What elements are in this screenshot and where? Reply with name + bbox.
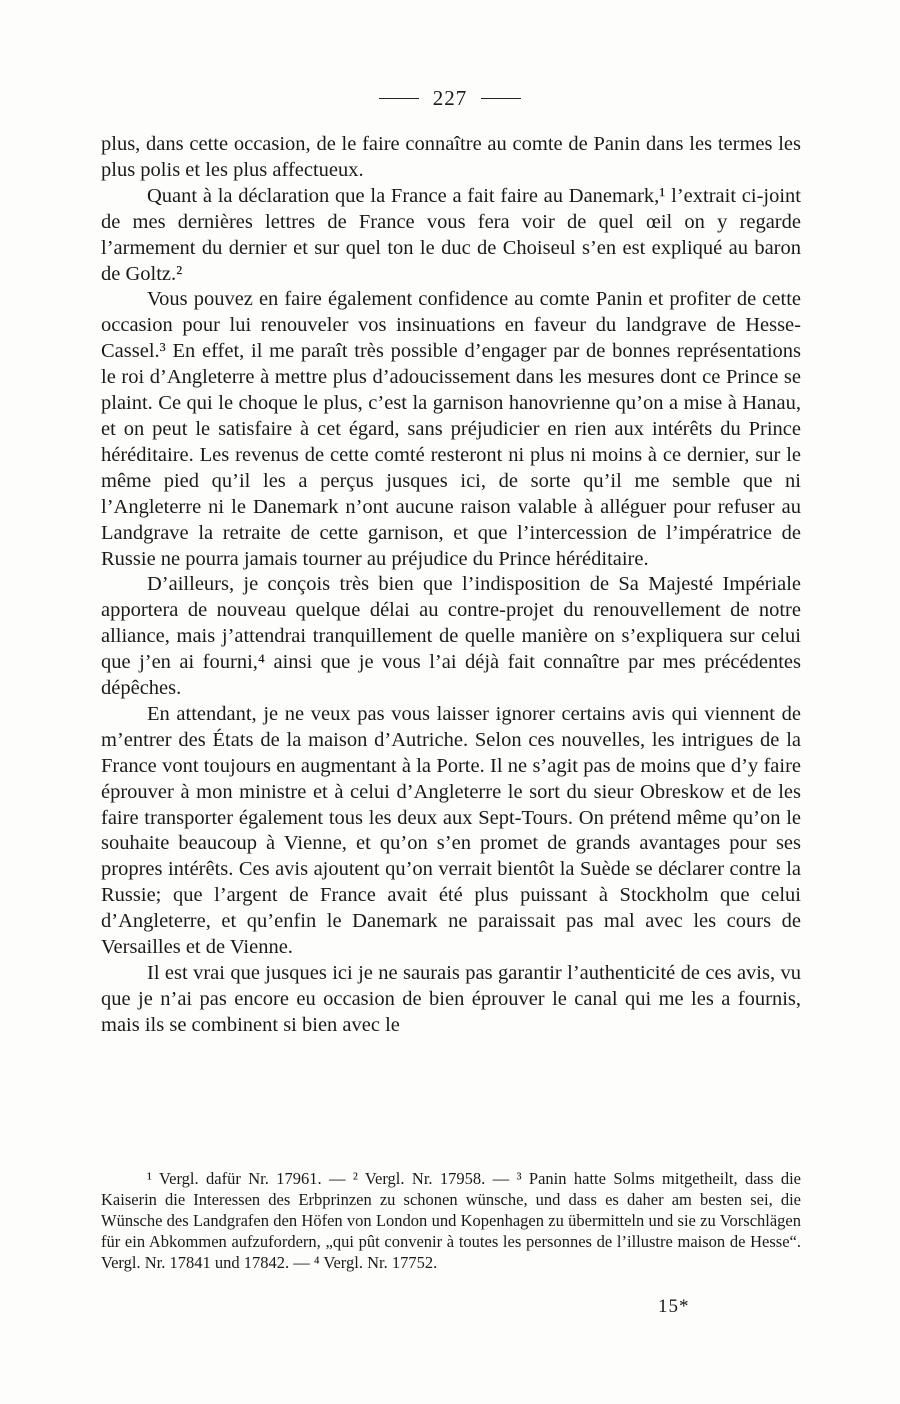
signature-mark: 15* xyxy=(658,1296,690,1317)
paragraph: D’ailleurs, je conçois très bien que l’indisposition de Sa Majesté Impériale apportera de nouveau quelque délai au contre-projet du renouvellement de notre alliance, mais j’attendrai tranquillement de quelle manière on s’expliquera sur celui que j’en ai fourni,⁴ ainsi que je vous l’ai déjà fait connaître par mes précédentes dépêches. xyxy=(101,573,801,700)
header-rule-right xyxy=(481,98,521,99)
page-number: 227 xyxy=(432,86,468,110)
footnote-text: ¹ Vergl. dafür Nr. 17961. — ² Vergl. Nr. 17958. — ³ Panin hatte Solms mitgetheilt, dass die Kaiserin die Interessen des Erbprinzen zu schonen wünsche, und dass es daher am besten sei, die Wünsche des Landgrafen den Höfen von London und Kopenhagen zu übermitteln und sie zu Vorschlägen für ein Abkommen aufzufordern, „qui pût convenir à toutes les personnes de l’illustre maison de Hesse“. Vergl. Nr. 17841 und 17842. — ⁴ Vergl. Nr. 17752. xyxy=(101,1169,801,1272)
body-text xyxy=(101,132,801,1039)
page-header xyxy=(0,86,900,111)
paragraph: Vous pouvez en faire également confidence au comte Panin et profiter de cette occasion pour lui renouveler vos insinuations en faveur du landgrave de Hesse-Cassel.³ En effet, il me paraît très possible d’engager par de bonnes représentations le roi d’Angleterre à mettre plus d’adoucissement dans les mesures dont ce Prince se plaint. Ce qui le choque le plus, c’est la garnison hanovrienne qu’on a mise à Hanau, et on peut le satisfaire à cet égard, sans préjudicier en rien aux intérêts du Prince héréditaire. Les revenus de cette comté resteront ni plus ni moins à ce dernier, sur le même pied qu’il les a perçus jusques ici, de sorte qu’il me semble que ni l’Angleterre ni le Danemark n’ont aucune raison valable à alléguer pour refuser au Landgrave la retraite de cette garnison, et que l’intercession de l’impératrice de Russie ne pourra jamais tourner au préjudice du Prince héréditaire. xyxy=(101,288,801,570)
paragraph-continued: plus, dans cette occasion, de le faire connaître au comte de Panin dans les termes les plus polis et les plus affectueux. xyxy=(101,133,801,181)
header-rule-left xyxy=(379,98,419,99)
footnotes xyxy=(101,1168,801,1273)
paragraph: En attendant, je ne veux pas vous laisser ignorer certains avis qui viennent de m’entrer des États de la maison d’Autriche. Selon ces nouvelles, les intrigues de la France vont toujours en augmentant à la Porte. Il ne s’agit pas de moins que d’y faire éprouver à mon ministre et à celui d’Angleterre le sort du sieur Obreskow et de les faire transporter également tous les deux aux Sept-Tours. On prétend même qu’on le souhaite beaucoup à Vienne, et qu’on s’en promet de grands avantages pour ses propres intérêts. Ces avis ajoutent qu’on verrait bientôt la Suède se déclarer contre la Russie; que l’argent de France avait été plus puissant à Stockholm que celui d’Angleterre, et qu’enfin le Danemark ne paraissait pas mal avec les cours de Versailles et de Vienne. xyxy=(101,702,801,959)
paragraph: Il est vrai que jusques ici je ne saurais pas garantir l’authenticité de ces avis, vu que je n’ai pas encore eu occasion de bien éprouver le canal qui me les a fournis, mais ils se combinent si bien avec le xyxy=(101,962,801,1036)
paragraph: Quant à la déclaration que la France a fait faire au Danemark,¹ l’extrait ci-joint de mes dernières lettres de France vous fera voir de quel œil on y regarde l’armement du dernier et sur quel ton le duc de Choiseul s’en est expliqué au baron de Goltz.² xyxy=(101,184,801,285)
